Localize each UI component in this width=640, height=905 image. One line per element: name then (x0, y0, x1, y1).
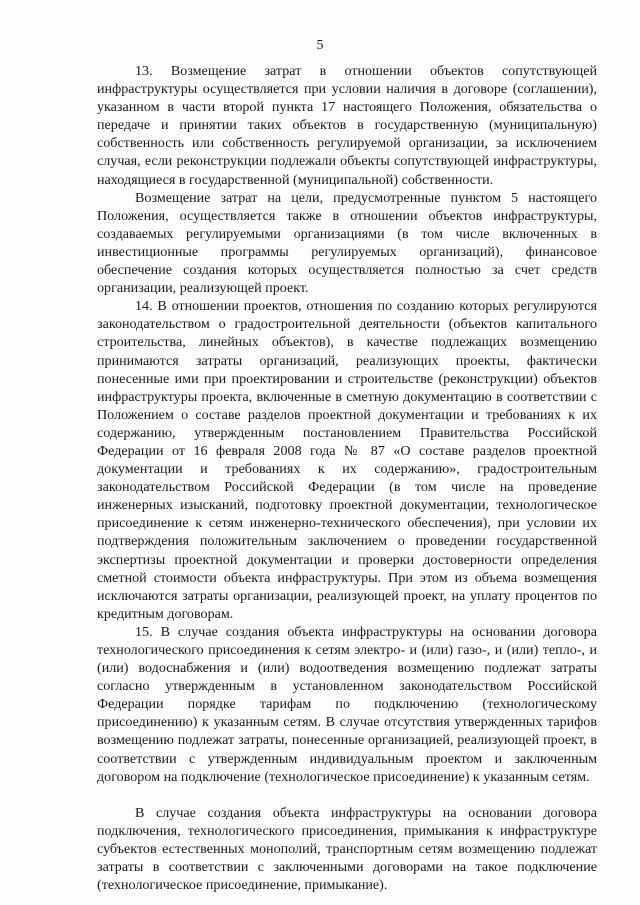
document-body (97, 62, 597, 894)
paragraph-15: 15. В случае создания объекта инфраструктуры на основании договора технологического присоединения к сетям электро- и (или) газо-, и (или) тепло-, и (или) водоснабжения и (или) водоотведения возмещению подлежат затраты согласно утвержденным в установленном законодательством Российской Федерации порядке тарифам по подключению (технологическому присоединению) к указанным сетям. В случае отсутствия утвержденных тарифов возмещению подлежат затраты, понесенные организацией, реализующей проект, в соответствии с утвержденным индивидуальным проектом и заключенным договором на подключение (технологическое присоединение) к указанным сетям. (97, 623, 597, 785)
paragraph-spacer (97, 786, 597, 804)
paragraph-13: 13. Возмещение затрат в отношении объектов сопутствующей инфраструктуры осуществляется при условии наличия в договоре (соглашении), указанном в части второй пункта 17 настоящего Положения, обязательства о передаче и принятии таких объектов в государственную (муниципальную) собственность или собственность регулируемой организации, за исключением случая, если реконструкции подлежали объекты сопутствующей инфраструктуры, находящиеся в государственной (муниципальной) собственности. (97, 63, 597, 188)
paragraph-15-continuation: В случае создания объекта инфраструктуры на основании договора подключения, технологического присоединения, примыкания к инфраструктуре субъектов естественных монополий, транспортным сетям возмещению подлежат затраты в соответствии с заключенными договорами на такое подключение (технологическое присоединение, примыкание). (97, 804, 597, 894)
page-number: 5 (316, 38, 324, 53)
paragraph-14: 14. В отношении проектов, отношения по созданию которых регулируются законодательством о градостроительной деятельности (объектов капитального строительства, линейных объектов), в качестве подлежащих возмещению принимаются затраты организаций, реализующих проекты, фактически понесенные ими при проектировании и строительстве (реконструкции) объектов инфраструктуры проекта, включенные в сметную документацию в соответствии с Положением о составе разделов проектной документации и требованиях к их содержанию, утвержденным постановлением Правительства Российской Федерации от 16 февраля 2008 года № 87 «О составе разделов проектной документации и требованиях к их содержанию», градостроительным законодательством Российской Федерации (в том числе на проведение инженерных изысканий, подготовку проектной документации, технологическое присоединение к сетям инженерно-технического обеспечения), при условии их подтверждения положительным заключением о проведении государственной экспертизы проектной документации и проверки достоверности определения сметной стоимости объекта инфраструктуры. При этом из объема возмещения исключаются затраты организации, реализующей проект, на уплату процентов по кредитным договорам. (97, 298, 597, 622)
paragraph-13-continuation: Возмещение затрат на цели, предусмотренные пунктом 5 настоящего Положения, осуществляется также в отношении объектов инфраструктуры, создаваемых регулируемыми организациями (в том числе включенных в инвестиционные программы регулируемых организаций), финансовое обеспечение создания которых осуществляется полностью за счет средств организации, реализующей проект. (97, 189, 597, 297)
